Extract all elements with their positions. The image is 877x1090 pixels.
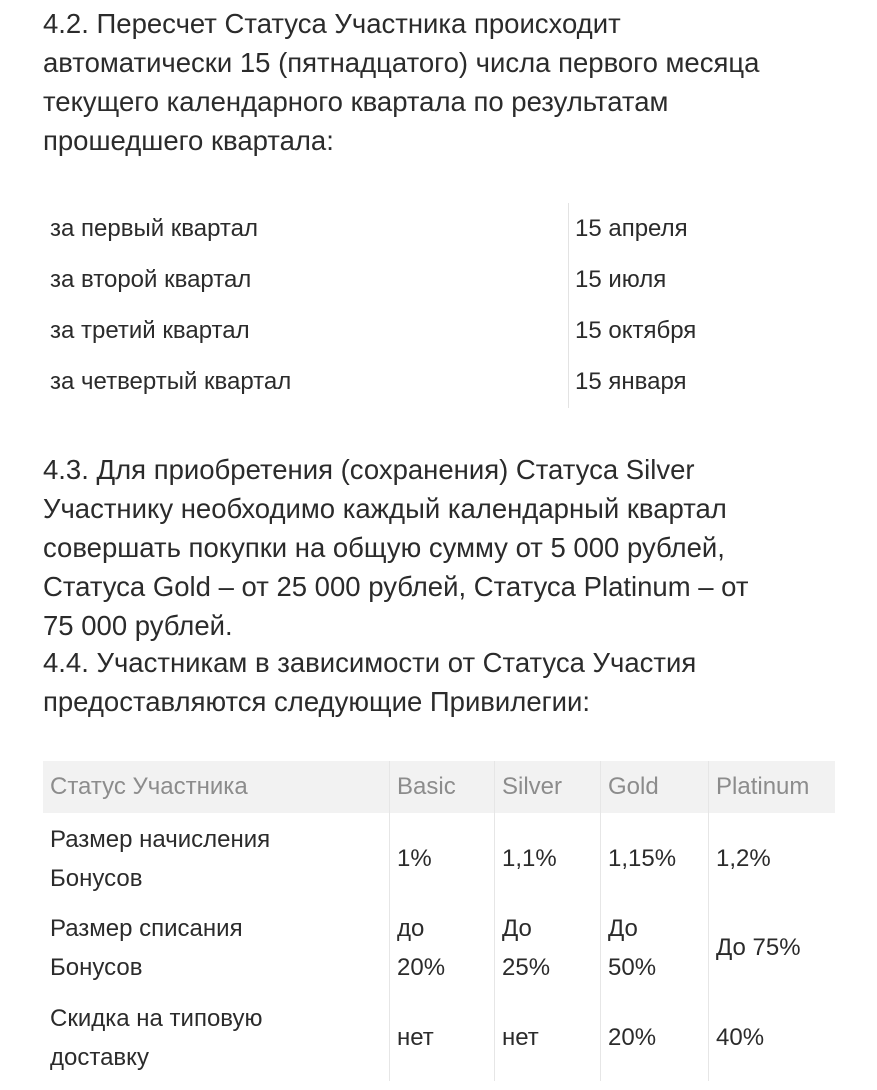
schedule-period: за третий квартал [50, 317, 250, 344]
paragraph-line: 4.2. Пересчет Статуса Участника происходит [43, 8, 621, 39]
accrual-basic: 1% [397, 845, 432, 872]
row-label-accrual [50, 820, 380, 898]
column-divider [494, 761, 495, 1081]
label-line: Размер начисления [50, 826, 271, 853]
label-line: Размер списания [50, 915, 243, 942]
header-silver: Silver [502, 773, 563, 800]
paragraph-line: 75 000 рублей. [43, 610, 233, 641]
redemption-silver [502, 909, 597, 987]
value-line: 20% [397, 954, 446, 981]
redemption-platinum: До 75% [716, 934, 801, 961]
value-line: до [397, 915, 425, 942]
row-label-redemption [50, 909, 380, 987]
paragraph-line: 4.4. Участникам в зависимости от Статуса Участия [43, 647, 697, 678]
value-line: 50% [608, 954, 657, 981]
schedule-period: за четвертый квартал [50, 368, 292, 395]
paragraph-4-4 [43, 643, 853, 721]
column-divider [708, 761, 709, 1081]
header-basic: Basic [397, 773, 456, 800]
paragraph-line: совершать покупки на общую сумму от 5 000 рублей, [43, 532, 725, 563]
delivery-gold: 20% [608, 1024, 657, 1051]
paragraph-line: 4.3. Для приобретения (сохранения) Статуса Silver [43, 454, 695, 485]
row-label-delivery-discount [50, 999, 380, 1077]
delivery-platinum: 40% [716, 1024, 765, 1051]
schedule-date: 15 октября [575, 317, 697, 344]
paragraph-line: прошедшего квартала: [43, 125, 334, 156]
value-line: До [502, 915, 532, 942]
header-gold: Gold [608, 773, 659, 800]
recalculation-schedule-table [43, 203, 697, 408]
value-line: До [608, 915, 638, 942]
schedule-row [43, 260, 743, 300]
label-line: Бонусов [50, 954, 143, 981]
accrual-platinum: 1,2% [716, 845, 771, 872]
schedule-date: 15 января [575, 368, 687, 395]
value-line: 25% [502, 954, 551, 981]
paragraph-line: предоставляются следующие Привилегии: [43, 686, 591, 717]
redemption-gold [608, 909, 708, 987]
schedule-period: за первый квартал [50, 215, 259, 242]
schedule-row [43, 362, 743, 402]
accrual-silver: 1,1% [502, 845, 557, 872]
header-platinum: Platinum [716, 773, 810, 800]
schedule-row [43, 311, 743, 351]
paragraph-line: Участнику необходимо каждый календарный квартал [43, 493, 727, 524]
paragraph-line: Статуса Gold – от 25 000 рублей, Статуса Platinum – от [43, 571, 749, 602]
header-status: Статус Участника [50, 773, 248, 800]
column-divider [389, 761, 390, 1081]
label-line: Скидка на типовую [50, 1005, 263, 1032]
paragraph-line: текущего календарного квартала по результатам [43, 86, 669, 117]
paragraph-4-2 [43, 4, 853, 160]
delivery-basic: нет [397, 1024, 434, 1051]
label-line: доставку [50, 1044, 149, 1071]
redemption-basic [397, 909, 492, 987]
schedule-row [43, 209, 743, 249]
delivery-silver: нет [502, 1024, 539, 1051]
schedule-date: 15 июля [575, 266, 667, 293]
accrual-gold: 1,15% [608, 845, 677, 872]
schedule-date: 15 апреля [575, 215, 688, 242]
label-line: Бонусов [50, 865, 143, 892]
schedule-period: за второй квартал [50, 266, 252, 293]
paragraph-4-3 [43, 450, 853, 645]
column-divider [600, 761, 601, 1081]
paragraph-line: автоматически 15 (пятнадцатого) числа первого месяца [43, 47, 760, 78]
